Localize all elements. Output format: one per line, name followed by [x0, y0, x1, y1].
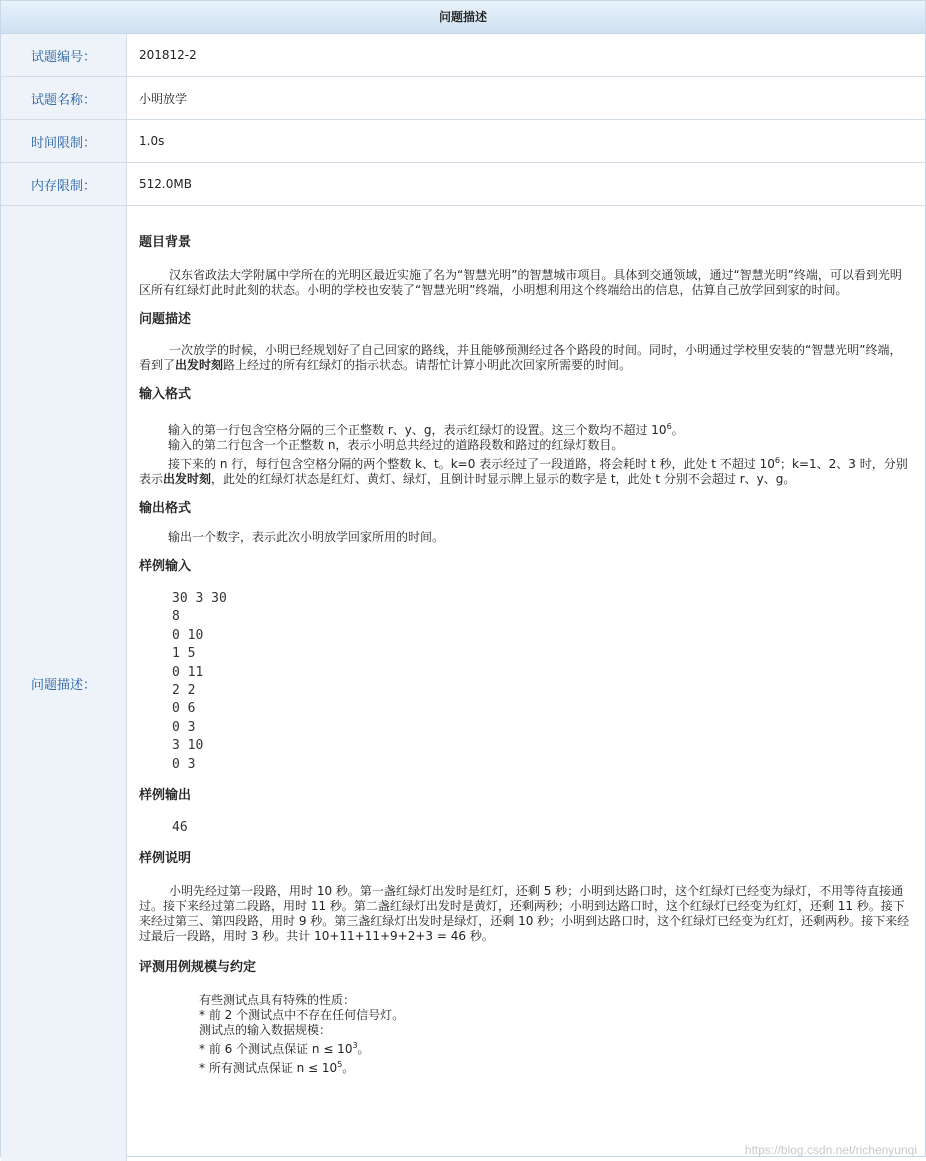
table-row-description: [1, 206, 925, 1161]
sample-input-line: 0 11: [172, 664, 913, 682]
section-title-sample-output: 样例输出: [139, 784, 913, 803]
explanation-text: 小明先经过第一段路，用时 10 秒。第一盏红绿灯出发时是红灯，还剩 5 秒；小明到达路口时，这个红绿灯已经变为绿灯，不用等待直接通过。接下来经过第二段路，用时 11 秒。第二盏红绿灯出发时是黄灯，还剩两秒；小明到达路口时，这个红绿灯已经变为红灯，还剩 11 秒。接下来经过第三、第四段路，用时 9 秒。第三盏红绿灯出发时是绿灯，还剩 10 秒；小明到达路口时，这个红绿灯已经变为红灯，还剩两秒。接下来经过最后一段路，用时 3 秒。共计 10+11+11+9+2+3 = 46 秒。: [139, 884, 913, 944]
constraints-l5-a: * 所有测试点保证 n ≤ 10: [199, 1061, 337, 1075]
problem-text: [139, 343, 913, 373]
input-line-1: [139, 419, 913, 438]
row-value-memory: 512.0MB: [127, 163, 926, 206]
row-label-description: 问题描述：: [1, 206, 127, 1161]
sample-input-line: 0 3: [172, 756, 913, 774]
output-format-text: 输出一个数字，表示此次小明放学回家所用的时间。: [139, 530, 913, 545]
background-text: 汉东省政法大学附属中学所在的光明区最近实施了名为“智慧光明”的智慧城市项目。具体到交通领域，通过“智慧光明”终端，可以看到光明区所有红绿灯此时此刻的状态。小明的学校也安装了“智慧光明”终端，小明想利用这个终端给出的信息，估算自己放学回到家的时间。: [139, 268, 913, 298]
input-line-1-sup: 6: [667, 422, 672, 431]
constraints-l4-b: 。: [358, 1042, 370, 1056]
input-line-3-sup: 6: [775, 456, 780, 465]
section-title-problem: 问题描述: [139, 308, 913, 327]
sample-input-line: 0 3: [172, 719, 913, 737]
problem-text-bold: 出发时刻: [175, 358, 223, 372]
section-title-output: 输出格式: [139, 497, 913, 516]
sample-input-line: 0 6: [172, 700, 913, 718]
input-line-3-c: ，此处的红绿灯状态是红灯、黄灯、绿灯，且倒计时显示牌上显示的数字是 t，此处 t 分别不会超过 r、y、g。: [211, 472, 795, 486]
row-label-time: 时间限制：: [1, 120, 127, 163]
row-label-id: 试题编号：: [1, 34, 127, 77]
constraints-line: 测试点的输入数据规模：: [199, 1023, 913, 1038]
constraints-l5-b: 。: [342, 1061, 354, 1075]
input-line-2: 输入的第二行包含一个正整数 n，表示小明总共经过的道路段数和路过的红绿灯数目。: [139, 438, 913, 453]
input-line-1-a: 输入的第一行包含空格分隔的三个正整数 r、y、g，表示红绿灯的设置。这三个数均不超过 10: [168, 423, 667, 437]
sample-input-block: [139, 590, 913, 774]
constraints-l5-sup: 5: [337, 1060, 342, 1069]
constraints-line: 有些测试点具有特殊的性质：: [199, 993, 913, 1008]
table-row: [1, 77, 925, 120]
table-row: [1, 163, 925, 206]
constraints-line: * 前 2 个测试点中不存在任何信号灯。: [199, 1008, 913, 1023]
sample-output-block: 46: [139, 819, 913, 837]
problem-text-a: 一次放学的时候，小明已经规划好了自己回家的路线，并且能够预测经过各个路段的时间。同时，小明通过学校里安装的“智慧光明”终端，看到了: [139, 343, 901, 372]
constraints-l4-sup: 3: [352, 1041, 357, 1050]
section-title-input: 输入格式: [139, 383, 913, 402]
section-title-sample-input: 样例输入: [139, 555, 913, 574]
sample-input-line: 2 2: [172, 682, 913, 700]
constraints-l4-a: * 前 6 个测试点保证 n ≤ 10: [199, 1042, 352, 1056]
row-label-memory: 内存限制：: [1, 163, 127, 206]
row-label-name: 试题名称：: [1, 77, 127, 120]
input-line-3-b: ；k=1、2、3 时，分别表示: [139, 457, 908, 486]
constraints-block: [139, 993, 913, 1076]
section-title-explanation: 样例说明: [139, 847, 913, 866]
watermark: https://blog.csdn.net/richenyunqi: [745, 1143, 917, 1157]
table-row: [1, 34, 925, 77]
description-content: [127, 206, 926, 1161]
input-format-text: [139, 419, 913, 487]
problem-text-b: 路上经过的所有红绿灯的指示状态。请帮忙计算小明此次回家所需要的时间。: [223, 358, 631, 372]
sample-input-line: 8: [172, 608, 913, 626]
constraints-line: [199, 1038, 913, 1057]
sample-input-line: 1 5: [172, 645, 913, 663]
row-value-time: 1.0s: [127, 120, 926, 163]
sample-input-line: 0 10: [172, 627, 913, 645]
problem-table: [1, 34, 925, 1161]
table-row: [1, 120, 925, 163]
section-title-background: 题目背景: [139, 231, 913, 250]
row-value-name: 小明放学: [127, 77, 926, 120]
input-line-3-a: 接下来的 n 行，每行包含空格分隔的两个整数 k、t。k=0 表示经过了一段道路，将会耗时 t 秒，此处 t 不超过 10: [168, 457, 775, 471]
input-line-1-b: 。: [672, 423, 684, 437]
section-title-constraints: 评测用例规模与约定: [139, 956, 913, 975]
sample-input-line: 3 10: [172, 737, 913, 755]
row-value-id: 201812-2: [127, 34, 926, 77]
input-line-3: [139, 453, 913, 487]
sample-input-line: 30 3 30: [172, 590, 913, 608]
panel-header: 问题描述: [1, 1, 925, 34]
input-line-3-bold: 出发时刻: [163, 472, 211, 486]
constraints-line: [199, 1057, 913, 1076]
